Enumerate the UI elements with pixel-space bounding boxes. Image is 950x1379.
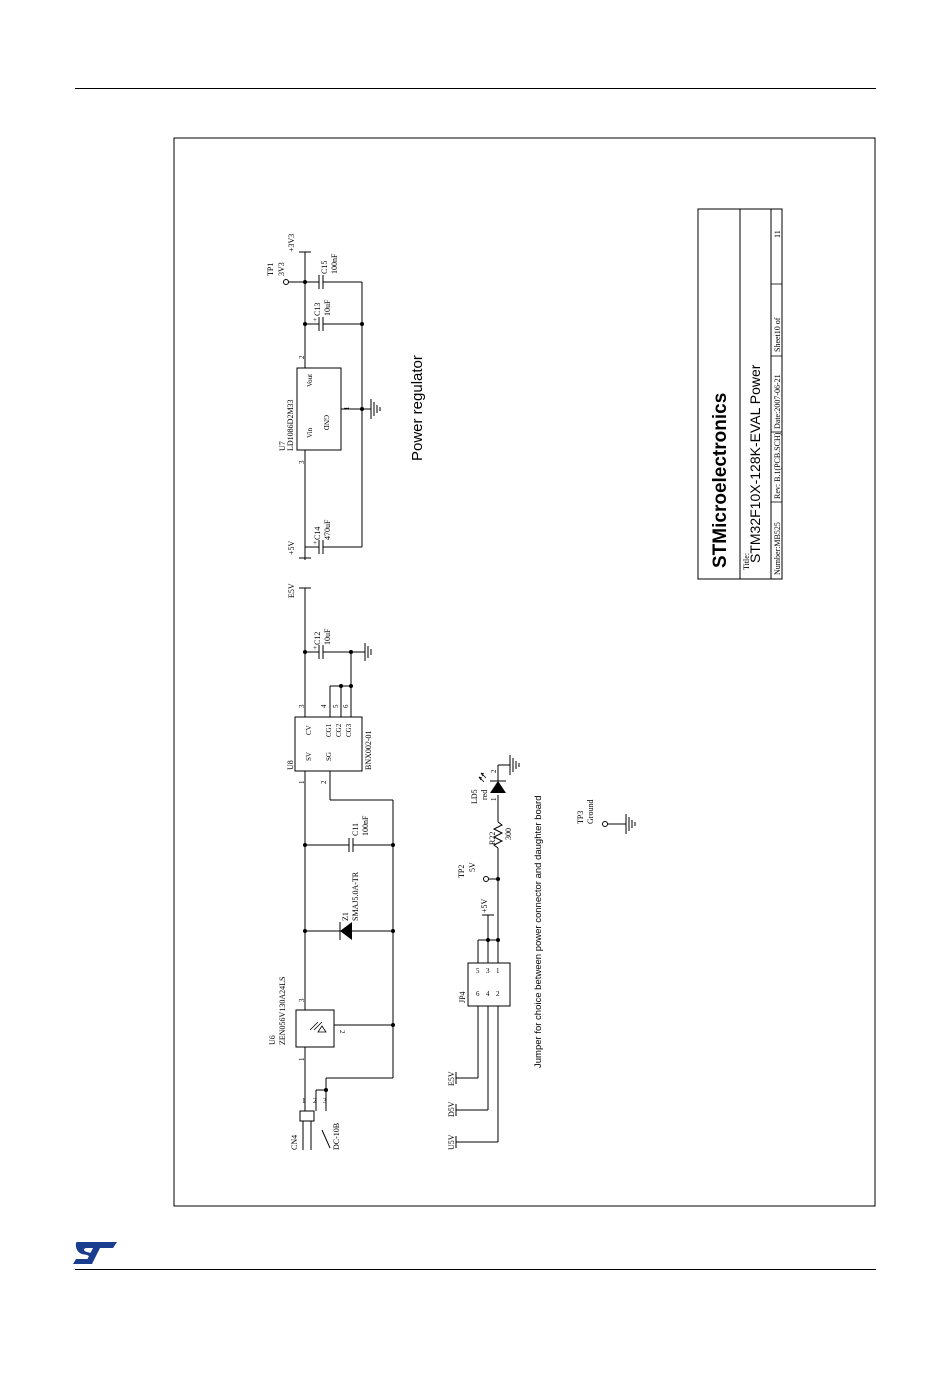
u6-pin1: 1 xyxy=(298,1057,306,1061)
tp1-ref: TP1 xyxy=(266,262,275,276)
jp4-pin5: 5 xyxy=(476,967,480,975)
e5v-label: E5V xyxy=(287,583,296,598)
cn4-pin3: 3 xyxy=(323,1097,327,1105)
u6-part: ZEN056V130A24LS xyxy=(278,976,287,1045)
ld5-color: red xyxy=(480,789,489,800)
u8-pin6-num: 6 xyxy=(342,704,350,708)
jumper-note: Jumper for choice between power connector and daughter board xyxy=(533,795,544,1068)
r22-value: 300 xyxy=(504,828,513,840)
c13-plus: + xyxy=(313,316,317,324)
title-label: Title: xyxy=(742,552,751,570)
input-filter-circuit xyxy=(268,583,395,1150)
jp4-pin2: 2 xyxy=(496,990,500,998)
tp1-label: 3V3 xyxy=(277,262,286,276)
ld5-pin2: 2 xyxy=(490,769,498,773)
c11-ref: C11 xyxy=(351,822,360,836)
st-logo-icon xyxy=(73,1240,119,1266)
u5v-label: U5V xyxy=(447,1134,456,1150)
revision: Rev: B.1(PCB.SCH) xyxy=(773,432,782,499)
p5v-reg-label: +5V xyxy=(287,540,296,555)
u7-ref: U7 xyxy=(278,441,287,451)
tp3-label: Ground xyxy=(586,799,595,824)
u6-pin3: 3 xyxy=(298,998,306,1002)
u8-pin-sg: SG xyxy=(325,752,333,761)
c14-plus: + xyxy=(313,539,317,547)
tp3-ref: TP3 xyxy=(576,810,585,824)
p5v-jumper-label: +5V xyxy=(480,898,489,913)
document-number: Number:MB525 xyxy=(773,522,782,575)
cn4-ref: CN4 xyxy=(290,1134,299,1150)
ground-icon xyxy=(510,755,519,775)
u7-pin-vin: Vin xyxy=(306,427,314,438)
u8-pin-cg3: CG3 xyxy=(345,723,353,737)
title-block xyxy=(698,209,782,579)
u7-pin1-num: 1 xyxy=(343,406,351,410)
power-regulator-circuit xyxy=(266,234,380,560)
u8-pin-cg2: CG2 xyxy=(335,723,343,737)
z1-ref: Z1 xyxy=(341,912,350,921)
cn4-pin1: 1 xyxy=(302,1097,306,1105)
tp2-ref: TP2 xyxy=(457,864,466,878)
u8-ref: U8 xyxy=(286,760,295,770)
p3v3-label: +3V3 xyxy=(287,233,296,252)
ld5-pin1: 1 xyxy=(490,797,498,801)
u8-pin-sv: SV xyxy=(305,752,313,761)
u8-pin3-num: 3 xyxy=(298,704,306,708)
c11-value: 100nF xyxy=(361,815,370,836)
r22-ref: R22 xyxy=(488,831,497,845)
e5v-jumper-label: E5V xyxy=(447,1071,456,1086)
c14-ref: C14 xyxy=(313,526,322,540)
u6-pin2: 2 xyxy=(338,1030,346,1034)
ground-icon xyxy=(362,399,380,419)
jp4-pin6: 6 xyxy=(476,990,480,998)
c15-value: 100nF xyxy=(330,253,339,274)
sheet-number: Sheet10 of xyxy=(773,317,782,352)
c15-ref: C15 xyxy=(320,260,329,274)
cn4-part: DC-10B xyxy=(332,1122,341,1150)
c12-ref: C12 xyxy=(313,631,322,645)
jp4-pin1: 1 xyxy=(496,967,500,975)
u7-pin2-num: 2 xyxy=(298,355,306,359)
ground-icon xyxy=(626,814,635,834)
c13-ref: C13 xyxy=(313,302,322,316)
u8-pin4-num: 4 xyxy=(320,704,328,708)
u8-part: BNX002-01 xyxy=(364,730,373,770)
ground-icon xyxy=(362,643,371,661)
c14-value: 470uF xyxy=(323,519,332,540)
u8-pin2-num: 2 xyxy=(320,780,328,784)
sheet-title: STM32F10X-128K-EVAL Power xyxy=(747,364,763,563)
jp4-pin3: 3 xyxy=(486,967,490,975)
z1-part: SMAJ5.0A-TR xyxy=(351,871,360,921)
u7-pin3-num: 3 xyxy=(298,460,306,464)
jp4-ref: JP4 xyxy=(458,991,467,1003)
u8-pin-cv: CV xyxy=(305,725,313,735)
cn4-pin2: 2 xyxy=(313,1097,317,1105)
u7-pin-vout: Vout xyxy=(306,373,314,387)
u6-ref: U6 xyxy=(268,1035,277,1045)
u7-pin-gnd: GND xyxy=(322,415,330,431)
date: Date:2007-06-21 xyxy=(773,374,782,429)
c12-plus: + xyxy=(313,644,317,652)
ld5-ref: LD5 xyxy=(470,789,479,804)
section-label: Power regulator xyxy=(409,355,426,461)
company-name: STMicroelectronics xyxy=(710,392,731,568)
u7-part: LD1086D2M33 xyxy=(286,399,295,451)
u8-pin-cg1: CG1 xyxy=(325,723,333,737)
c13-value: 10uF xyxy=(323,299,332,316)
u8-pin1-num: 1 xyxy=(298,780,306,784)
u8-pin5-num: 5 xyxy=(332,704,340,708)
d5v-label: D5V xyxy=(447,1101,456,1117)
cn4-body xyxy=(300,1111,314,1121)
u7-body xyxy=(297,368,341,450)
jp4-pin4: 4 xyxy=(486,990,490,998)
tp2-label: 5V xyxy=(468,862,477,872)
c12-value: 10uF xyxy=(323,628,332,645)
sheet-total: 11 xyxy=(773,230,782,238)
